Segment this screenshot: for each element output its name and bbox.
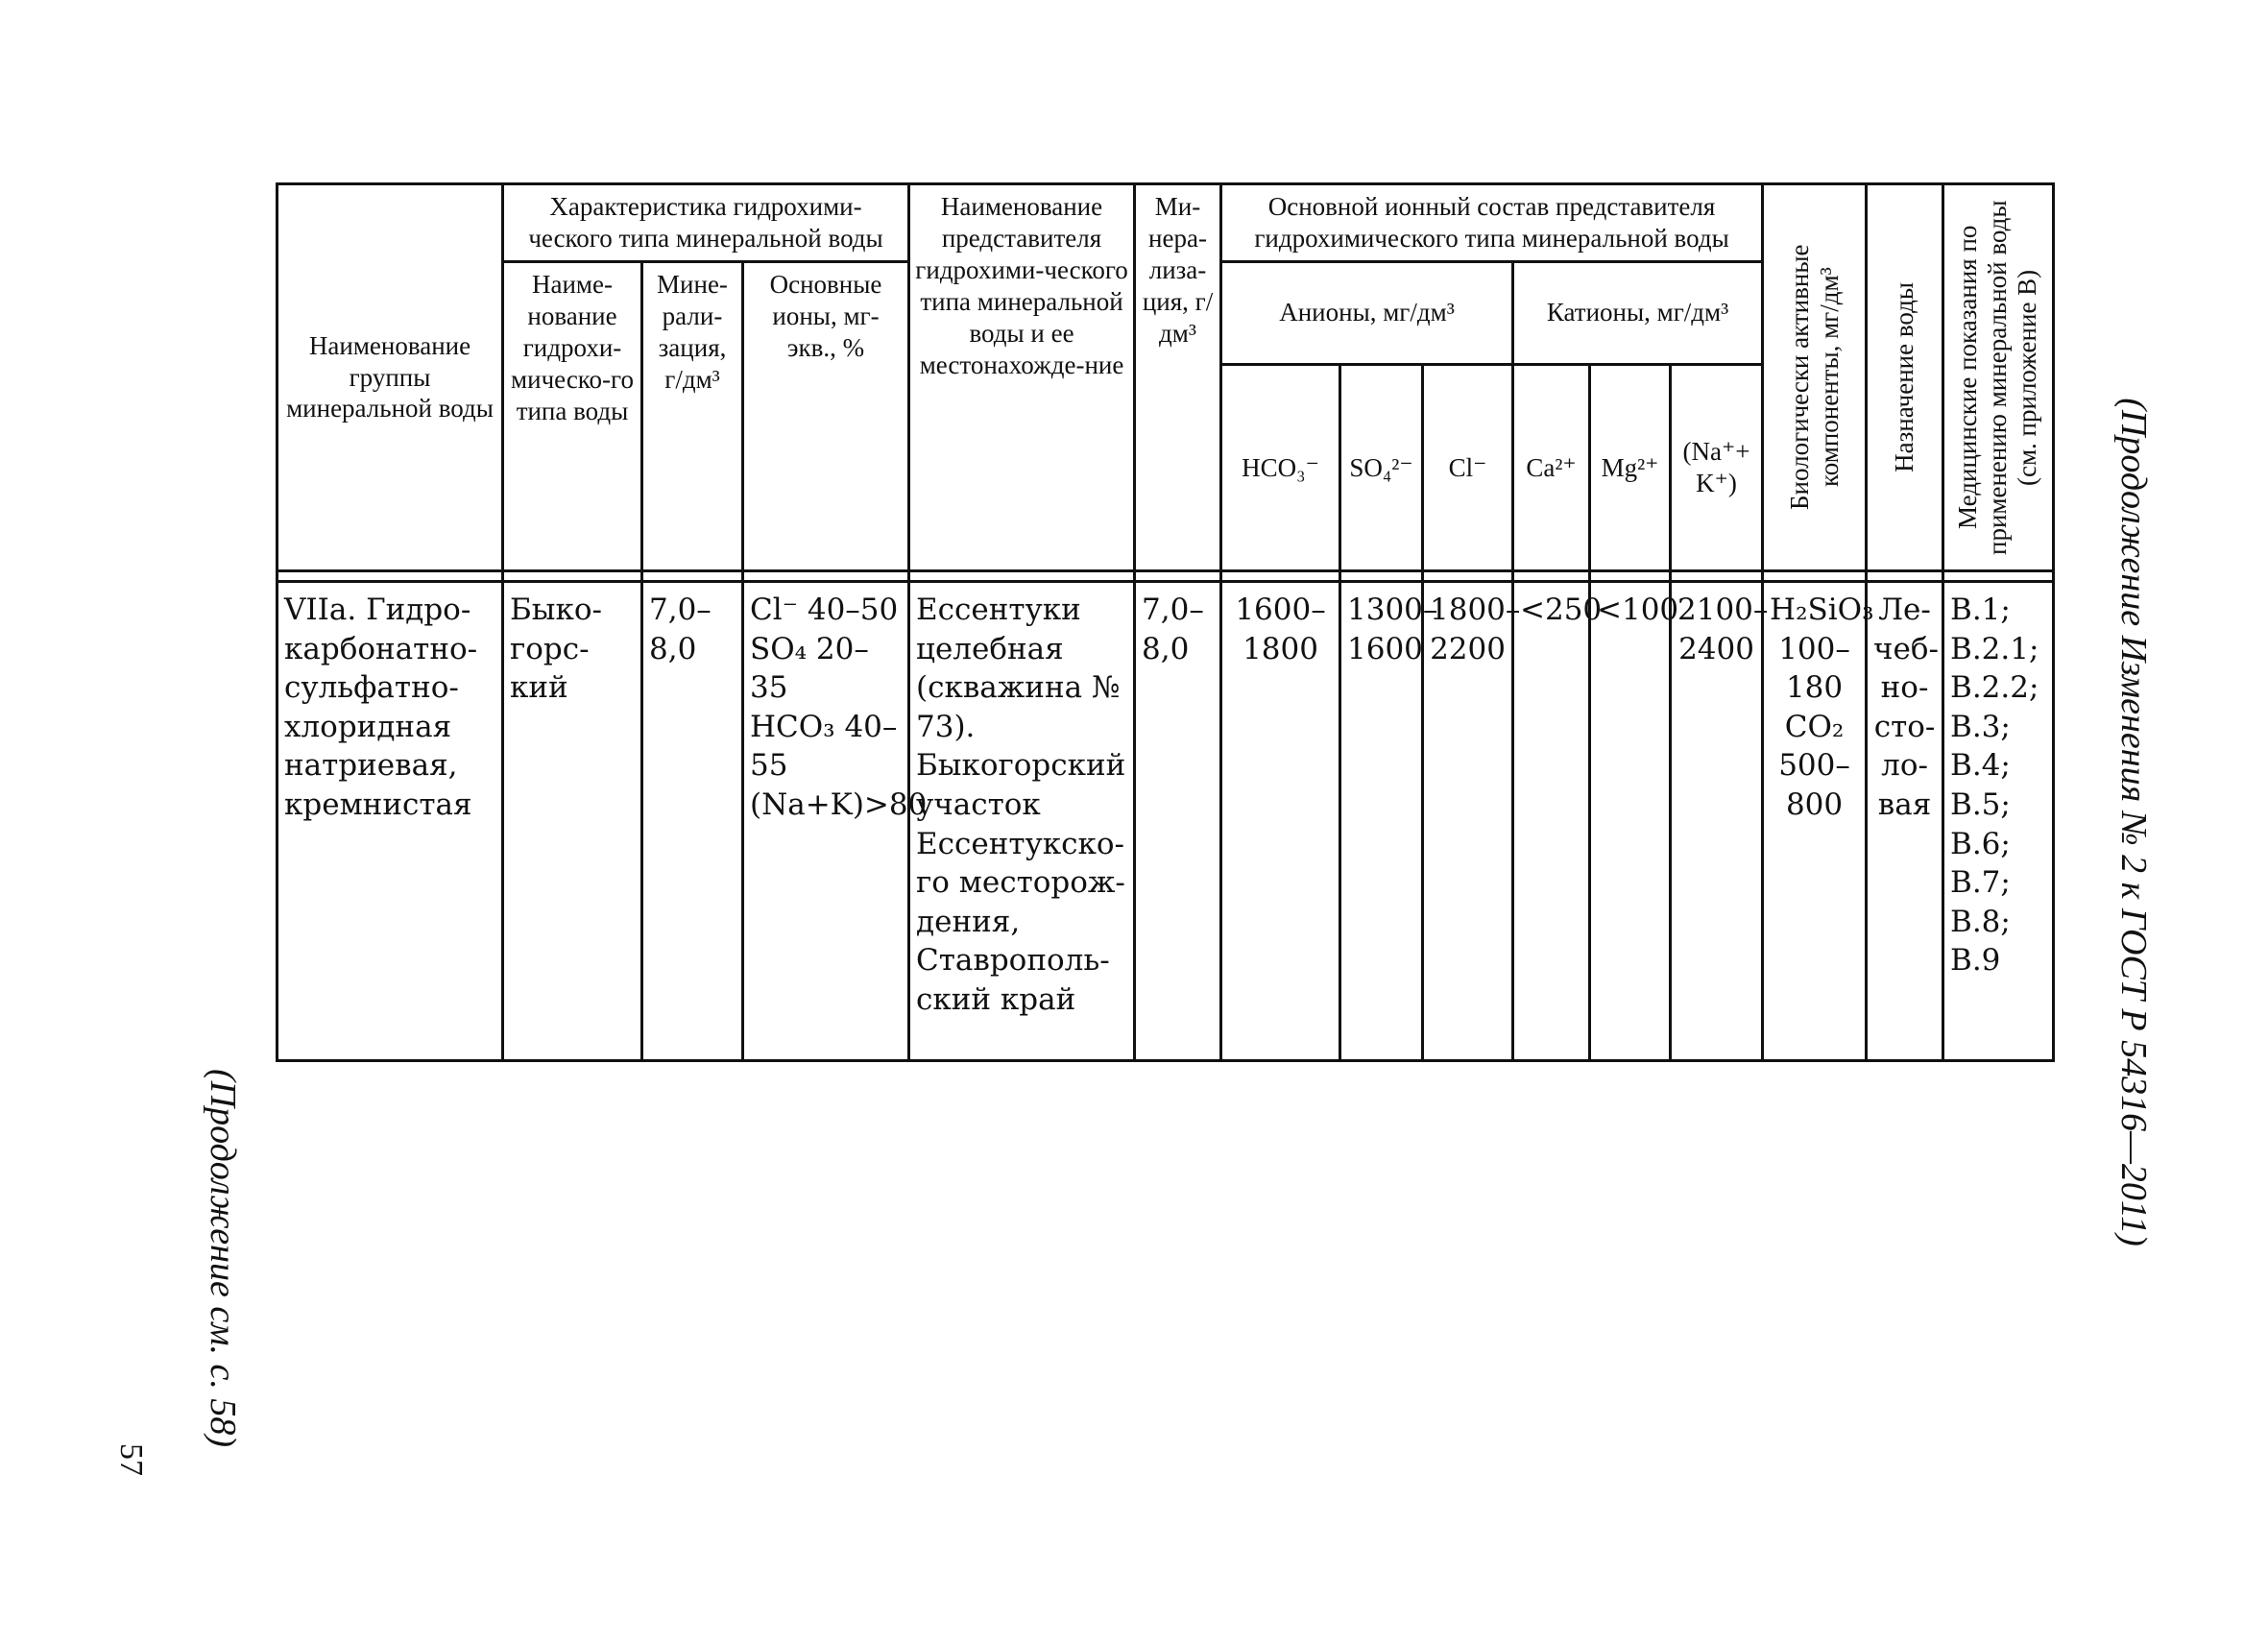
cell-group: VIIa. Гидро-карбонатно-сульфатно-хлоридная натриевая, кремнистая <box>277 582 503 1061</box>
header-representative: Наименование представителя гидрохими-ческого типа минеральной воды и ее местонахожде-ние <box>909 184 1135 571</box>
cell-medical: В.1; В.2.1; В.2.2; В.3; В.4; В.5; В.6; В.7; В.8; В.9 <box>1943 582 2054 1061</box>
cell-purpose: Ле-чеб-но-сто-ло-вая <box>1867 582 1943 1061</box>
header-na-k: (Na⁺+ K⁺) <box>1671 365 1763 571</box>
cell-type-mineralization: 7,0–8,0 <box>642 582 743 1061</box>
cell-mineralization: 7,0–8,0 <box>1135 582 1221 1061</box>
header-mg: Mg²⁺ <box>1590 365 1671 571</box>
bio-co2: CO₂ 500–800 <box>1778 709 1850 823</box>
header-cations: Катионы, мг/дм³ <box>1513 261 1763 364</box>
cell-bio <box>1763 582 1874 1061</box>
header-characteristic: Характеристика гидрохими-ческого типа минеральной воды <box>503 184 909 262</box>
table-row <box>277 582 2054 1061</box>
cell-ca: <250 <box>1513 582 1590 1061</box>
cell-so4: 1300–1600 <box>1340 582 1423 1061</box>
header-bio: Биологически активные компоненты, мг/дм³ <box>1763 184 1867 571</box>
header-type-name: Наиме-нование гидрохи-мическо-го типа воды <box>503 261 642 570</box>
cell-mg: <100 <box>1590 582 1671 1061</box>
ion-na-k: (Na+K)>80 <box>750 787 928 823</box>
ion-hco3: HCO₃ 40–55 <box>750 709 898 784</box>
header-ca: Ca²⁺ <box>1513 365 1590 571</box>
header-purpose: Назначение воды <box>1867 184 1943 571</box>
cell-cl: 1800–2200 <box>1423 582 1513 1061</box>
header-anions: Анионы, мг/дм³ <box>1221 261 1513 364</box>
cell-na-k: 2100–2400 <box>1671 582 1763 1061</box>
header-so4: SO₄²⁻ <box>1340 365 1423 571</box>
header-separator <box>277 571 2054 582</box>
header-hco3: HCO₃⁻ <box>1221 365 1340 571</box>
header-group: Наименование группы минеральной воды <box>277 184 503 571</box>
mineral-water-table <box>276 182 2055 1062</box>
header-medical: Медицинские показания по применению минеральной воды (см. приложение В) <box>1943 184 2054 571</box>
header-ion-composition: Основной ионный состав представителя гидрохимического типа минеральной воды <box>1221 184 1763 262</box>
cell-main-ions <box>743 582 928 1061</box>
header-mineralization: Ми-нера-лиза-ция, г/дм³ <box>1135 184 1221 571</box>
cell-type-name: Быко-горс-кий <box>503 582 642 1061</box>
cell-representative: Ессентуки целебная (скважина № 73). Быкогорский участок Ессентукско-го месторож-дения, Ставрополь-ский край <box>909 582 1135 1061</box>
header-type-mineralization: Мине-рали-зация, г/дм³ <box>642 261 743 570</box>
ion-cl: Cl⁻ 40–50 <box>750 593 899 627</box>
header-cl: Cl⁻ <box>1423 365 1513 571</box>
header-main-ions: Основные ионы, мг-экв., % <box>743 261 909 570</box>
ion-so4: SO₄ 20–35 <box>750 631 869 706</box>
cell-hco3: 1600–1800 <box>1221 582 1340 1061</box>
bio-h2sio3: H₂SiO₃ 100–180 <box>1770 593 1874 706</box>
